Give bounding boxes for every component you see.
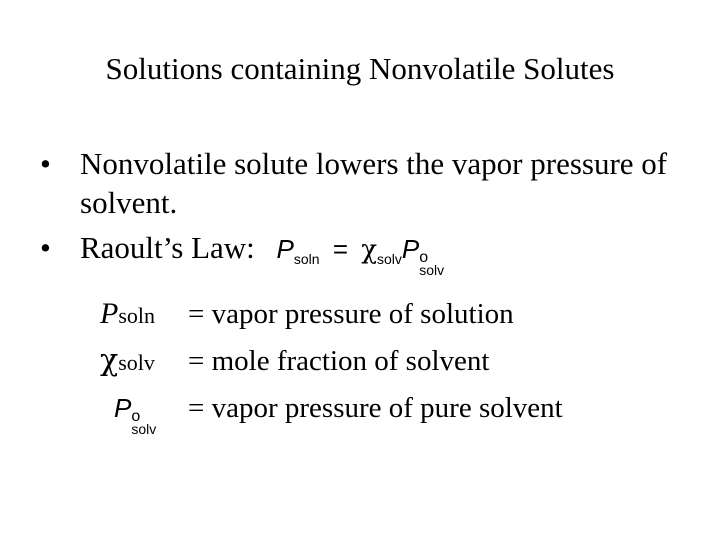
eq-equals: = [332,234,348,264]
definitions [100,294,700,435]
bullet-item-2 [40,228,700,279]
bullet-text [80,228,700,279]
definition-text: = vapor pressure of pure solvent [188,392,563,424]
bullet-list [40,144,700,279]
definition-row-1 [100,294,700,341]
bullet-item-1 [40,144,700,222]
term-p-soln: Psoln [100,297,156,330]
definition-text: = mole fraction of solvent [188,345,490,377]
raoults-law-label: Raoult’s Law: [80,230,255,265]
term-p-solv: P o solv [114,393,157,437]
eq-p-soln: P [276,234,294,264]
raoults-law-equation [277,230,445,279]
eq-chi: χ [361,235,377,265]
bullet-mark: • [40,146,51,181]
bullet-mark: • [40,230,51,265]
term-chi-solv: χsolv [100,343,155,378]
bullet-text: Nonvolatile solute lowers the vapor pressure of solvent. [80,146,668,220]
eq-soln-subscript: soln [293,251,320,267]
definition-text: = vapor pressure of solution [188,298,514,330]
eq-chi-subscript: solv [377,251,402,267]
eq-p-solv: P [401,234,420,264]
definition-row-3 [100,388,700,435]
eq-superscript-o: o [419,249,429,266]
slide-title: Solutions containing Nonvolatile Solutes [105,51,615,86]
eq-p-solv-scripts [419,249,445,278]
eq-solv-subscript: solv [419,262,445,278]
definition-row-2 [100,341,700,388]
